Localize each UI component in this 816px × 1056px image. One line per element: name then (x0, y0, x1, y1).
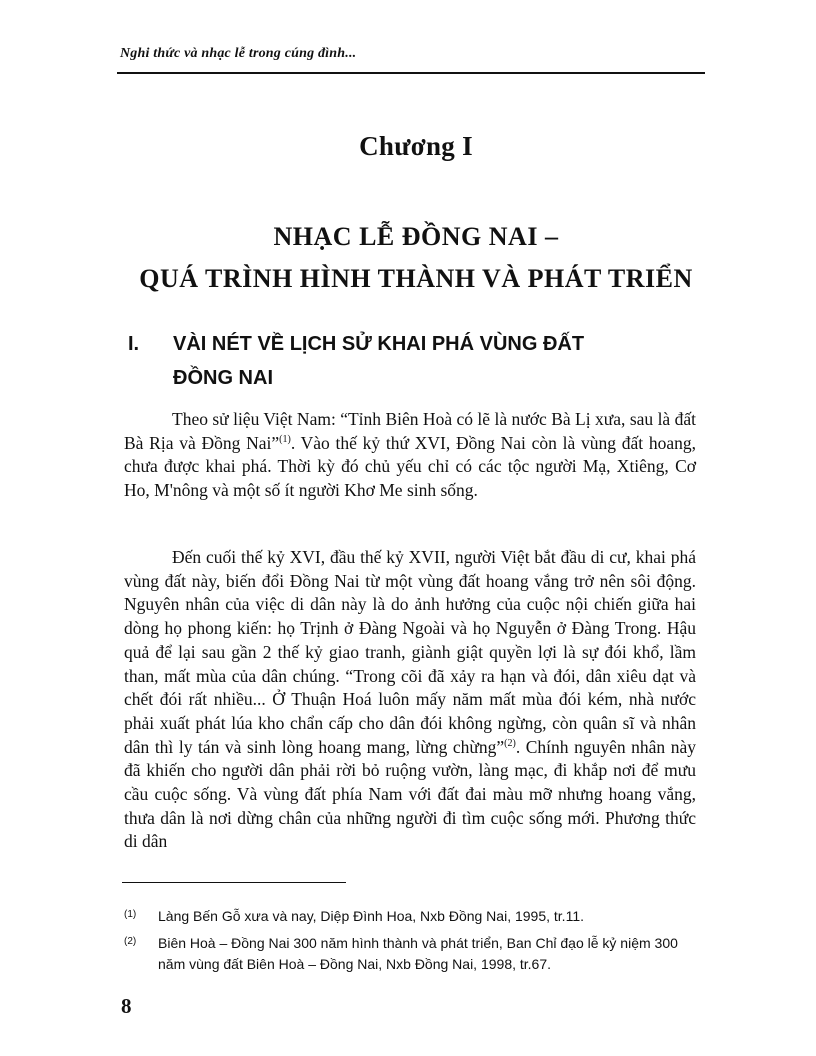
running-head: Nghi thức và nhạc lễ trong cúng đình... (120, 46, 357, 61)
page-number: 8 (121, 994, 132, 1018)
footnote-ref-1: (1) (279, 433, 291, 445)
footnote-1 (124, 906, 704, 927)
footnote-1-mark: (1) (124, 909, 137, 920)
paragraph-1-text-a: Theo sử liệu Việt Nam: “Tỉnh Biên Hoà có lẽ là nước Bà Lị xưa, sau là đất Bà Rịa và Đồng Nai” (124, 409, 696, 453)
footnote-separator (122, 882, 346, 883)
footnote-1-text: Làng Bến Gỗ xưa và nay, Diệp Đình Hoa, Nxb Đồng Nai, 1995, tr.11. (158, 908, 584, 924)
footnote-2-mark: (2) (124, 936, 137, 947)
section-title-line-2: ĐỒNG NAI (173, 367, 273, 389)
paragraph-2-text-b: . Chính nguyên nhân này đã khiến cho người dân phải rời bỏ ruộng vườn, làng mạc, đi khắp nơi để mưu cầu cuộc sống. Và vùng đất phía Nam với đất đai màu mỡ nhưng hoang vắng, thưa dân là nơi dừng chân của những người đi tìm cuộc sống mới. Phương thức di dân (124, 736, 696, 852)
chapter-title-line-1: NHẠC LỄ ĐỒNG NAI – (273, 222, 559, 251)
paragraph-1-text-b: . Vào thế kỷ thứ XVI, Đồng Nai còn là vùng đất hoang, chưa được khai phá. Thời kỳ đó chủ yếu chỉ có các tộc người Mạ, Xtiêng, Cơ Ho, M'nông và một số ít người Khơ Me sinh sống. (124, 432, 696, 501)
chapter-label: Chương I (359, 131, 473, 161)
header-rule (117, 72, 705, 74)
footnote-ref-2: (2) (504, 737, 516, 749)
paragraph-2 (124, 546, 696, 854)
section-number: I. (128, 333, 140, 355)
chapter-title-line-2: QUÁ TRÌNH HÌNH THÀNH VÀ PHÁT TRIỂN (139, 264, 693, 293)
paragraph-1 (124, 408, 696, 503)
footnote-2-text: Biên Hoà – Đồng Nai 300 năm hình thành và phát triển, Ban Chỉ đạo lễ kỷ niệm 300 năm vùng đất Biên Hoà – Đồng Nai, Nxb Đồng Nai, 1998, tr.67. (158, 935, 678, 972)
footnote-2 (124, 933, 704, 975)
paragraph-2-text-a: Đến cuối thế kỷ XVI, đầu thế kỷ XVII, người Việt bắt đầu di cư, khai phá vùng đất này, biến đổi Đồng Nai từ một vùng đất hoang vắng trở nên sôi động. Nguyên nhân của việc di dân này là do ảnh hưởng của cuộc nội chiến giữa hai dòng họ phong kiến: họ Trịnh ở Đàng Ngoài và họ Nguyễn ở Đàng Trong. Hậu quả để lại sau gần 2 thế kỷ giao tranh, giành giật quyền lợi là sự đói khổ, lầm than, mất mùa của dân chúng. “Trong cõi đã xảy ra hạn và đói, dân xiêu dạt và chết đói rất nhiều... Ở Thuận Hoá luôn mấy năm mất mùa đói kém, nhà nước phải xuất phát lúa kho chẩn cấp cho dân đói không ngừng, còn quân sĩ và nhân dân thì ly tán và sinh lòng hoang mang, lừng chừng” (124, 547, 696, 757)
section-title-line-1: VÀI NÉT VỀ LỊCH SỬ KHAI PHÁ VÙNG ĐẤT (173, 333, 585, 355)
